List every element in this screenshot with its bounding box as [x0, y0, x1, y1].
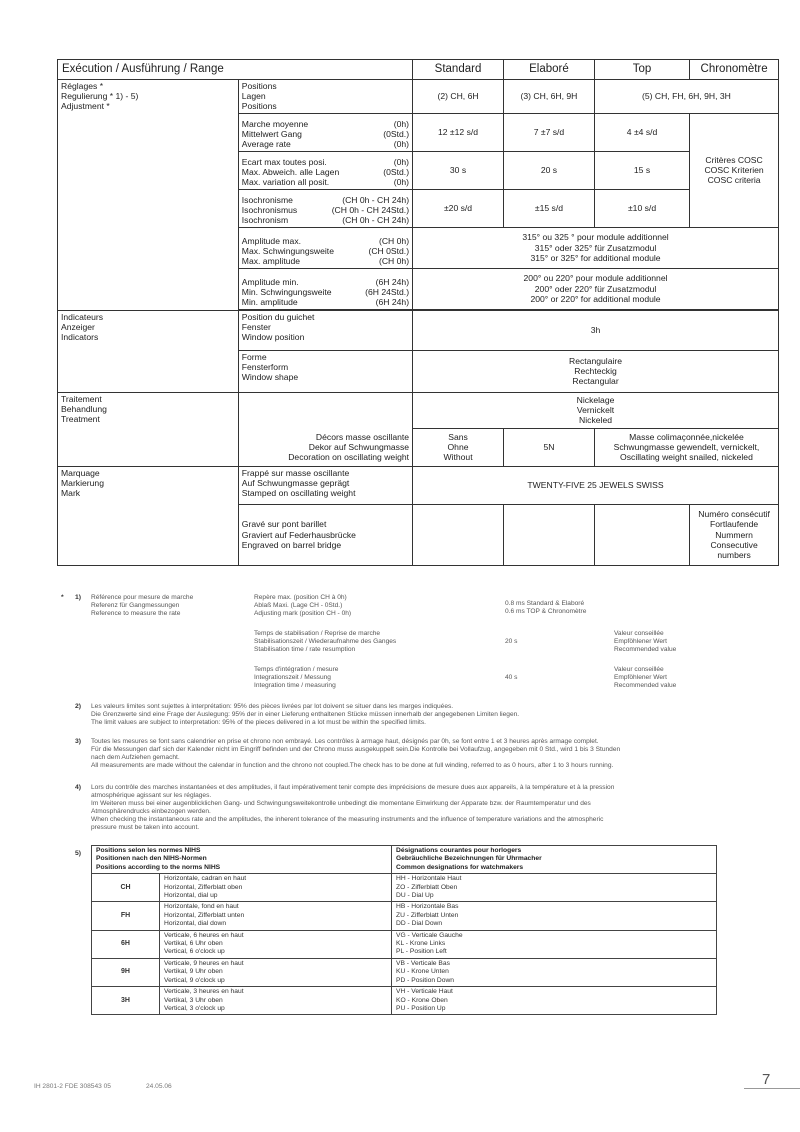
specification-table — [57, 59, 779, 566]
position-description: Verticale, 9 heures en haut Vertikal, 9 Uhr oben Vertical, 9 o'clock up — [160, 958, 392, 986]
ecart-top: 15 s — [594, 151, 689, 189]
table-row — [92, 958, 717, 986]
header-standard: Standard — [413, 60, 504, 80]
grave-labels: Gravé sur pont barillet Graviert auf Federhausbrücke Engraved on barrel bridge — [238, 504, 412, 565]
position-code: FH — [92, 902, 160, 930]
document-reference: IH 2801-2 FDE 308543 05 — [34, 1083, 111, 1090]
positions-standard: (2) CH, 6H — [413, 80, 504, 114]
positions-header-left: Positions selon les normes NIHS Positionen nach den NIHS-Normen Positions according to the norms NIHS — [92, 846, 392, 874]
isochronisme-top: ±10 s/d — [594, 189, 689, 227]
header-top: Top — [594, 60, 689, 80]
table-row — [92, 874, 717, 902]
position-code: 6H — [92, 930, 160, 958]
position-code: CH — [92, 874, 160, 902]
window-position-value: 3h — [413, 310, 779, 350]
page-number-rule — [744, 1088, 800, 1089]
table-row — [92, 902, 717, 930]
note-1-repere: Repère max. (position CH à 0h) Ablaß Maxi. (Lage CH - 0Std.) Adjusting mark (position CH - 0h) — [254, 594, 352, 618]
frappe-labels: Frappé sur masse oscillante Auf Schwungmasse geprägt Stamped on oscillating weight — [238, 466, 412, 504]
window-position-labels: Position du guichet Fenster Window position — [238, 310, 412, 350]
marche-standard: 12 ±12 s/d — [413, 113, 504, 151]
table-header-row — [58, 60, 779, 80]
window-shape-value: Rectangulaire Rechteckig Rectangular — [413, 350, 779, 392]
grave-elabore — [503, 504, 594, 565]
row-positions — [58, 80, 779, 114]
note-5-number: 5) — [75, 850, 82, 857]
position-watchmaker: HB - Horizontale Bas ZU - Zifferblatt Unten DD - Dial Down — [392, 902, 717, 930]
positions-header-right: Désignations courantes pour horlogers Gebräuchliche Bezeichnungen für Uhrmacher Common designations for watchmakers — [392, 846, 717, 874]
positions-top-chrono: (5) CH, FH, 6H, 9H, 3H — [594, 80, 778, 114]
row-traitement — [58, 392, 779, 428]
table-row — [92, 987, 717, 1015]
traitement-value: Nickelage Vernickelt Nickeled — [413, 392, 779, 428]
positions-table — [91, 845, 717, 1015]
isochronisme-standard: ±20 s/d — [413, 189, 504, 227]
note-1-integ-recommended: Valeur conseillée Empföhlener Wert Recommended value — [614, 666, 677, 690]
note-1-number: 1) — [75, 594, 82, 601]
ecart-labels: Ecart max toutes posi. (0h) Max. Abweich. alle Lagen (0Std.) Max. variation all posit. (0h) — [238, 151, 412, 189]
ecart-standard: 30 s — [413, 151, 504, 189]
note-4-number: 4) — [75, 784, 82, 791]
positions-labels: Positions Lagen Positions — [238, 80, 412, 114]
amp-min-value: 200° ou 220° pour module additionnel 200° oder 220° für Zusatzmodul 200° or 220° for additional module — [413, 268, 779, 309]
note-1-stab-recommended: Valeur conseillée Empföhlener Wert Recommended value — [614, 630, 677, 654]
amp-max-labels: Amplitude max. (CH 0h) Max. Schwingungsweite (CH 0Std.) Max. amplitude (CH 0h) — [238, 227, 412, 268]
ecart-elabore: 20 s — [503, 151, 594, 189]
isochronisme-elabore: ±15 s/d — [503, 189, 594, 227]
decors-labels: Décors masse oscillante Dekor auf Schwungmasse Decoration on oscillating weight — [238, 428, 412, 466]
document-date: 24.05.06 — [146, 1083, 172, 1090]
position-watchmaker: HH - Horizontale Haut ZO - Zifferblatt Oben DU - Dial Up — [392, 874, 717, 902]
note-1-integ-value: 40 s — [505, 674, 518, 681]
row-marquage-frappe — [58, 466, 779, 504]
window-shape-labels: Forme Fensterform Window shape — [238, 350, 412, 392]
grave-chrono: Numéro consécutif Fortlaufende Nummern Consecutive numbers — [690, 504, 779, 565]
position-watchmaker: VB - Verticale Bas KU - Krone Unten PD - Position Down — [392, 958, 717, 986]
note-2-number: 2) — [75, 703, 82, 710]
positions-table-header — [92, 846, 717, 874]
marche-elabore: 7 ±7 s/d — [503, 113, 594, 151]
position-description: Horizontale, cadran en haut Horizontal, Zifferblatt oben Horizontal, dial up — [160, 874, 392, 902]
position-description: Verticale, 6 heures en haut Vertikal, 6 Uhr oben Vertical, 6 o'clock up — [160, 930, 392, 958]
decors-standard: Sans Ohne Without — [413, 428, 504, 466]
note-4-text: Lors du contrôle des marches instantanées et des amplitudes, il faut impérativement tenir compte des imprécisions de mesure dues aux appareils, à la température et à la pression atmosphérique agissant sur les réglages. Im Weiteren muss bei einer augenblicklichen Gang- und Schwingungsweitekontrolle unbedingt die momentane Einwirkung der Apparate bzw. der Raumtemperatur und des Atmosphärendrucks einbezogen werden. When checking the instantaneous rate and the amplitudes, the inherent tolerance of the measuring instruments and the influence of temperature variations and the atmospheric pressure must be taken into account. — [91, 784, 615, 832]
section-indicateurs: Indicateurs Anzeiger Indicators — [58, 310, 239, 392]
note-1-stabilisation: Temps de stabilisation / Reprise de marche Stabilisationszeit / Wiederaufnahme des Ganges Stabilisation time / rate resumption — [254, 630, 397, 654]
position-code: 9H — [92, 958, 160, 986]
position-code: 3H — [92, 987, 160, 1015]
note-1-repere-values: 0.8 ms Standard & Elaboré 0.6 ms TOP & Chronomètre — [505, 600, 587, 616]
note-1-reference: Référence pour mesure de marche Referenz für Gangmessungen Reference to measure the rate — [91, 594, 194, 618]
note-1-stab-value: 20 s — [505, 638, 518, 645]
position-description: Horizontale, fond en haut Horizontal, Zifferblatt unten Horizontal, dial down — [160, 902, 392, 930]
chrono-cosc-criteria: Critères COSC COSC Kriterien COSC criteria — [690, 113, 779, 227]
isochronisme-labels: Isochronisme (CH 0h - CH 24h) Isochronismus (CH 0h - CH 24Std.) Isochronism (CH 0h - CH 24h) — [238, 189, 412, 227]
note-1-integration: Temps d'intégration / mesure Integrationszeit / Messung Integration time / measuring — [254, 666, 339, 690]
header-execution: Exécution / Ausführung / Range — [58, 60, 413, 80]
marche-top: 4 ±4 s/d — [594, 113, 689, 151]
position-description: Verticale, 3 heures en haut Vertikal, 3 Uhr oben Vertical, 3 o'clock up — [160, 987, 392, 1015]
header-elabore: Elaboré — [503, 60, 594, 80]
grave-top — [594, 504, 689, 565]
note-2-text: Les valeurs limites sont sujettes à interprétation: 95% des pièces livrées par lot doivent se situer dans les marges indiquées. Die Grenzwerte sind eine Frage der Auslegung: 95% der in einer Lieferung enthaltenen Stücke müssen innerhalb der angegebenen Limiten liegen. The limit values are subject to interpretation: 95% of the pieces delivered in a lot must be within the specified limits. — [91, 703, 520, 727]
section-marquage: Marquage Markierung Mark — [58, 466, 239, 565]
amp-min-labels: Amplitude min. (6H 24h) Min. Schwingungsweite (6H 24Std.) Min. amplitude (6H 24h) — [238, 268, 412, 309]
positions-elabore: (3) CH, 6H, 9H — [503, 80, 594, 114]
position-watchmaker: VH - Verticale Haut KO - Krone Oben PU - Position Up — [392, 987, 717, 1015]
position-watchmaker: VG - Verticale Gauche KL - Krone Links PL - Position Left — [392, 930, 717, 958]
row-indicateurs-position — [58, 310, 779, 350]
decors-elabore: 5N — [503, 428, 594, 466]
grave-standard — [413, 504, 504, 565]
decors-top-chrono: Masse colimaçonnée,nickelée Schwungmasse gewendelt, vernickelt, Oscillating weight snailed, nickeled — [594, 428, 778, 466]
section-reglages: Réglages * Regulierung * 1) - 5) Adjustment * — [58, 80, 239, 311]
marche-labels: Marche moyenne (0h) Mittelwert Gang (0Std.) Average rate (0h) — [238, 113, 412, 151]
table-row — [92, 930, 717, 958]
page-number: 7 — [762, 1071, 771, 1088]
note-3-number: 3) — [75, 738, 82, 745]
section-traitement: Traitement Behandlung Treatment — [58, 392, 239, 466]
frappe-value: TWENTY-FIVE 25 JEWELS SWISS — [413, 466, 779, 504]
amp-max-value: 315° ou 325 ° pour module additionnel 315° oder 325° für Zusatzmodul 315° or 325° for additional module — [413, 227, 779, 268]
note-3-text: Toutes les mesures se font sans calendrier en prise et chrono non embrayé. Les contrôles à armage haut, désignés par 0h, se font entre 1 et 3 heures après armage complet. Für die Messungen darf sich der Kalender nicht im Eingriff befinden und der Chrono muss ausgekuppelt sein.Die Kontrolle bei Vollaufzug, angegeben mit 0 Std., wird 1 bis 3 Stunden nach dem Aufziehen gemacht. All measurements are made without the calendar in function and the chrono not coupled.The check has to be done at full winding, referred to as 0 hours, after 1 to 3 hours running. — [91, 738, 621, 770]
note-marker: * — [61, 594, 64, 601]
header-chronometre: Chronomètre — [690, 60, 779, 80]
